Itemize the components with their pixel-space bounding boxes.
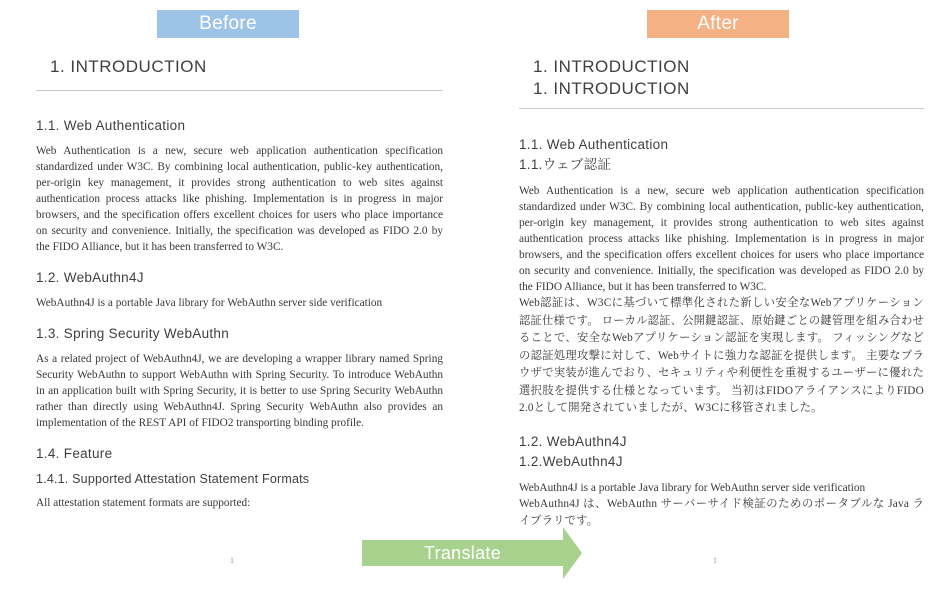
before-paragraph-web-authentication: Web Authentication is a new, secure web application authentication specification standardized under W3C. By combining local authentication, public-key authentication, per-origin key management, it provides strong authentication to web sites against authentication process attacks like phishing. Implementation is in progress in major browsers, and the specification offers excellent choices for users who place importance on security and convenience. Initially, the specification was developed as FIDO 2.0 by the FIDO Alliance, but it has been transferred to W3C. bbox=[36, 145, 443, 253]
before-paragraph-webauthn4j: WebAuthn4J is a portable Java library for WebAuthn server side verification bbox=[36, 297, 383, 309]
before-heading-webauthn4j: 1.2. WebAuthn4J bbox=[36, 270, 144, 285]
translate-arrow-label: Translate bbox=[362, 540, 563, 566]
title-rule bbox=[36, 90, 443, 91]
before-paragraph-spring-security: As a related project of WebAuthn4J, we are developing a wrapper library named Spring Security WebAuthn to support WebAuthn with Spring Security. To introduce WebAuthn in an application built with Spring Security, it is better to use Spring Security WebAuthn rather than directly using WebAuthn4J. Spring Security WebAuthn also provides an implementation of the REST API of FIDO2 transporting binding profile. bbox=[36, 353, 443, 429]
after-page bbox=[519, 56, 924, 531]
after-page-title-line1: 1. INTRODUCTION bbox=[533, 57, 690, 76]
after-paragraph-web-authentication-en: Web Authentication is a new, secure web application authentication specification standardized under W3C. By combining local authentication, public-key authentication, per-origin key management, it provides strong authentication to web sites against authentication process attacks like phishing. Implementation is in progress in major browsers, and the specification offers excellent choices for users who place importance on security and convenience. Initially, the specification was developed as FIDO 2.0 by the FIDO Alliance, but it has been transferred to W3C. bbox=[519, 185, 924, 293]
before-heading-feature: 1.4. Feature bbox=[36, 446, 113, 461]
before-heading-web-authentication: 1.1. Web Authentication bbox=[36, 118, 186, 133]
after-paragraph-web-authentication-ja: Web認証は、W3Cに基づいて標準化された新しい安全なWebアプリケーション認証仕様です。 ローカル認証、公開鍵認証、原始鍵ごとの鍵管理を組み合わせることで、安全なWebアプリケーション認証を実現します。 フィッシングなどの認証処理攻撃に対して、Webサイトに強力な認証を提供します。 主要なブラウザで実装が進んでおり、セキュリティや利便性を重視するユーザーに優れた選択肢を提供する仕様となっています。 当初はFIDOアライアンスによりFIDO 2.0として開発されていましたが、W3Cに移管されました。 bbox=[519, 297, 924, 414]
translate-arrow bbox=[362, 527, 582, 579]
after-heading-web-authentication-ja: 1.1.ウェブ認証 bbox=[519, 157, 612, 172]
before-subheading-attestation-formats: 1.4.1. Supported Attestation Statement Formats bbox=[36, 472, 310, 486]
before-page-title: 1. INTRODUCTION bbox=[50, 57, 207, 76]
after-page-title-line2: 1. INTRODUCTION bbox=[533, 79, 690, 98]
after-heading-webauthn4j-en: 1.2. WebAuthn4J bbox=[519, 433, 627, 449]
title-rule bbox=[519, 108, 924, 109]
translate-arrow-head-icon bbox=[563, 527, 582, 579]
after-paragraph-webauthn4j-ja: WebAuthn4J は、WebAuthn サーバーサイド検証のためのポータブルな Java ライブラリです。 bbox=[519, 497, 924, 527]
before-heading-spring-security: 1.3. Spring Security WebAuthn bbox=[36, 326, 230, 341]
before-page-number: 1 bbox=[229, 555, 235, 565]
before-badge: Before bbox=[157, 10, 299, 38]
before-paragraph-attestation-formats: All attestation statement formats are supported: bbox=[36, 497, 251, 509]
after-heading-web-authentication-en: 1.1. Web Authentication bbox=[519, 137, 669, 152]
after-page-number: 1 bbox=[712, 555, 718, 565]
after-badge: After bbox=[647, 10, 789, 38]
after-paragraph-webauthn4j-en: WebAuthn4J is a portable Java library for WebAuthn server side verification bbox=[519, 481, 866, 494]
before-page bbox=[36, 56, 443, 511]
after-heading-webauthn4j-ja: 1.2.WebAuthn4J bbox=[519, 453, 623, 469]
